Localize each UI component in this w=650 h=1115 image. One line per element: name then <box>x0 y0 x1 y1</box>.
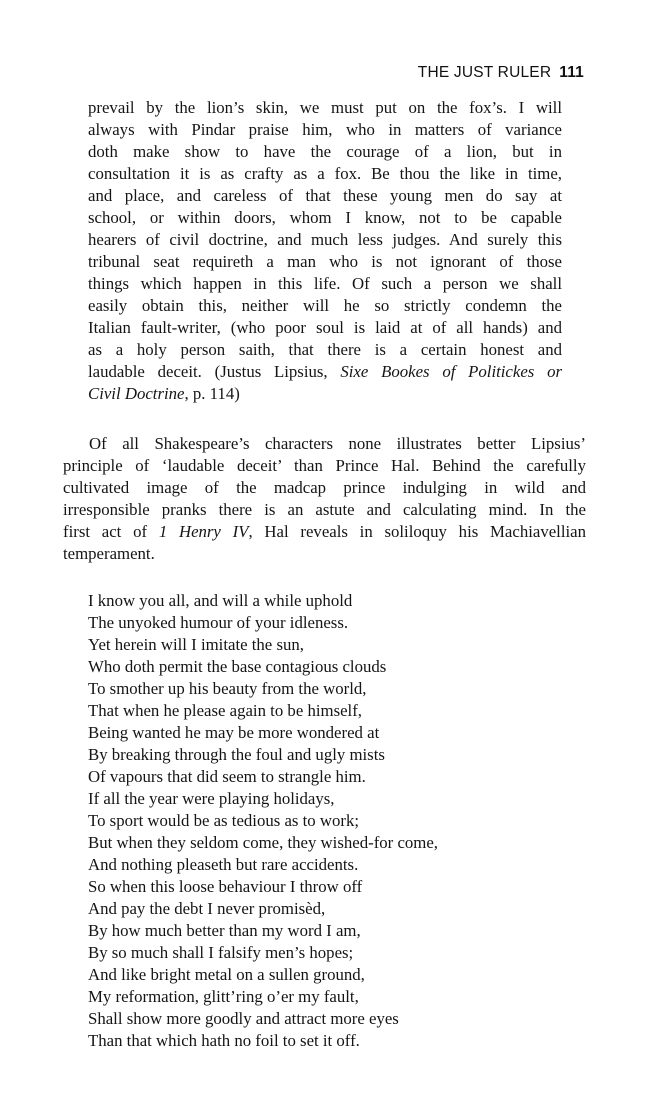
paragraph-text: first act of <box>63 522 148 541</box>
quote-line: hearers of civil doctrine, and much less judges. And surely this <box>88 230 562 249</box>
paragraph-text: , Hal reveals in soliloquy his Machiavellian <box>248 522 586 541</box>
paragraph-line: principle of ‘laudable deceit’ than Prince Hal. Behind the carefully <box>63 456 586 475</box>
verse-line: Shall show more goodly and attract more eyes <box>88 1009 399 1028</box>
verse-line: So when this loose behaviour I throw off <box>88 877 363 896</box>
quote-line: consultation it is as crafty as a fox. Be thou the like in time, <box>88 164 562 183</box>
verse-line: Of vapours that did seem to strangle him. <box>88 767 366 786</box>
citation-title: Sixe Bookes of Politickes or <box>340 362 562 381</box>
citation-page: , p. 114) <box>184 384 240 403</box>
quote-line: and place, and careless of that these young men do say at <box>88 186 562 205</box>
paragraph-line: Of all Shakespeare’s characters none illustrates better Lipsius’ <box>89 434 586 453</box>
verse-line: By how much better than my word I am, <box>88 921 361 940</box>
quote-line: prevail by the lion’s skin, we must put on the fox’s. I will <box>88 98 562 117</box>
quote-line: tribunal seat requireth a man who is not ignorant of those <box>88 252 562 271</box>
quote-line: as a holy person saith, that there is a certain honest and <box>88 340 562 359</box>
quote-line-citation-end <box>88 383 562 405</box>
verse-line: Than that which hath no foil to set it off. <box>88 1031 360 1050</box>
verse-line: To sport would be as tedious as to work; <box>88 811 360 830</box>
page-number: 111 <box>559 64 584 81</box>
paragraph-line: irresponsible pranks there is an astute and calculating mind. In the <box>63 500 586 519</box>
quote-line: always with Pindar praise him, who in matters of variance <box>88 120 562 139</box>
paragraph-line-play <box>63 521 586 543</box>
verse-line: To smother up his beauty from the world, <box>88 679 367 698</box>
quote-line-citation <box>88 361 562 383</box>
running-head <box>418 64 584 82</box>
paragraph-line: temperament. <box>63 544 155 563</box>
verse-line: And pay the debt I never promisèd, <box>88 899 326 918</box>
verse-line: My reformation, glitt’ring o’er my fault, <box>88 987 359 1006</box>
paragraph-line: cultivated image of the madcap prince indulging in wild and <box>63 478 586 497</box>
verse-line: By so much shall I falsify men’s hopes; <box>88 943 354 962</box>
verse-line: If all the year were playing holidays, <box>88 789 335 808</box>
quote-line: easily obtain this, neither will he so strictly condemn the <box>88 296 562 315</box>
verse-line: And nothing pleaseth but rare accidents. <box>88 855 359 874</box>
verse-line: Who doth permit the base contagious clouds <box>88 657 387 676</box>
play-title: 1 Henry IV <box>158 522 249 541</box>
verse-line: Being wanted he may be more wondered at <box>88 723 380 742</box>
quote-line: doth make show to have the courage of a lion, but in <box>88 142 562 161</box>
verse-line: The unyoked humour of your idleness. <box>88 613 349 632</box>
verse-line: That when he please again to be himself, <box>88 701 362 720</box>
verse-line: But when they seldom come, they wished-for come, <box>88 833 438 852</box>
quote-line: Italian fault-writer, (who poor soul is laid at of all hands) and <box>88 318 562 337</box>
quote-line-text: laudable deceit. (Justus Lipsius, <box>88 362 328 381</box>
quote-line: school, or within doors, whom I know, not to be capable <box>88 208 562 227</box>
running-head-title: THE JUST RULER <box>417 64 552 81</box>
citation-title-cont: Civil Doctrine <box>88 384 185 403</box>
verse-line: And like bright metal on a sullen ground, <box>88 965 365 984</box>
verse-line: By breaking through the foul and ugly mists <box>88 745 385 764</box>
quote-line: things which happen in this life. Of such a person we shall <box>88 274 562 293</box>
verse-line: I know you all, and will a while uphold <box>88 591 353 610</box>
verse-line: Yet herein will I imitate the sun, <box>88 635 304 654</box>
